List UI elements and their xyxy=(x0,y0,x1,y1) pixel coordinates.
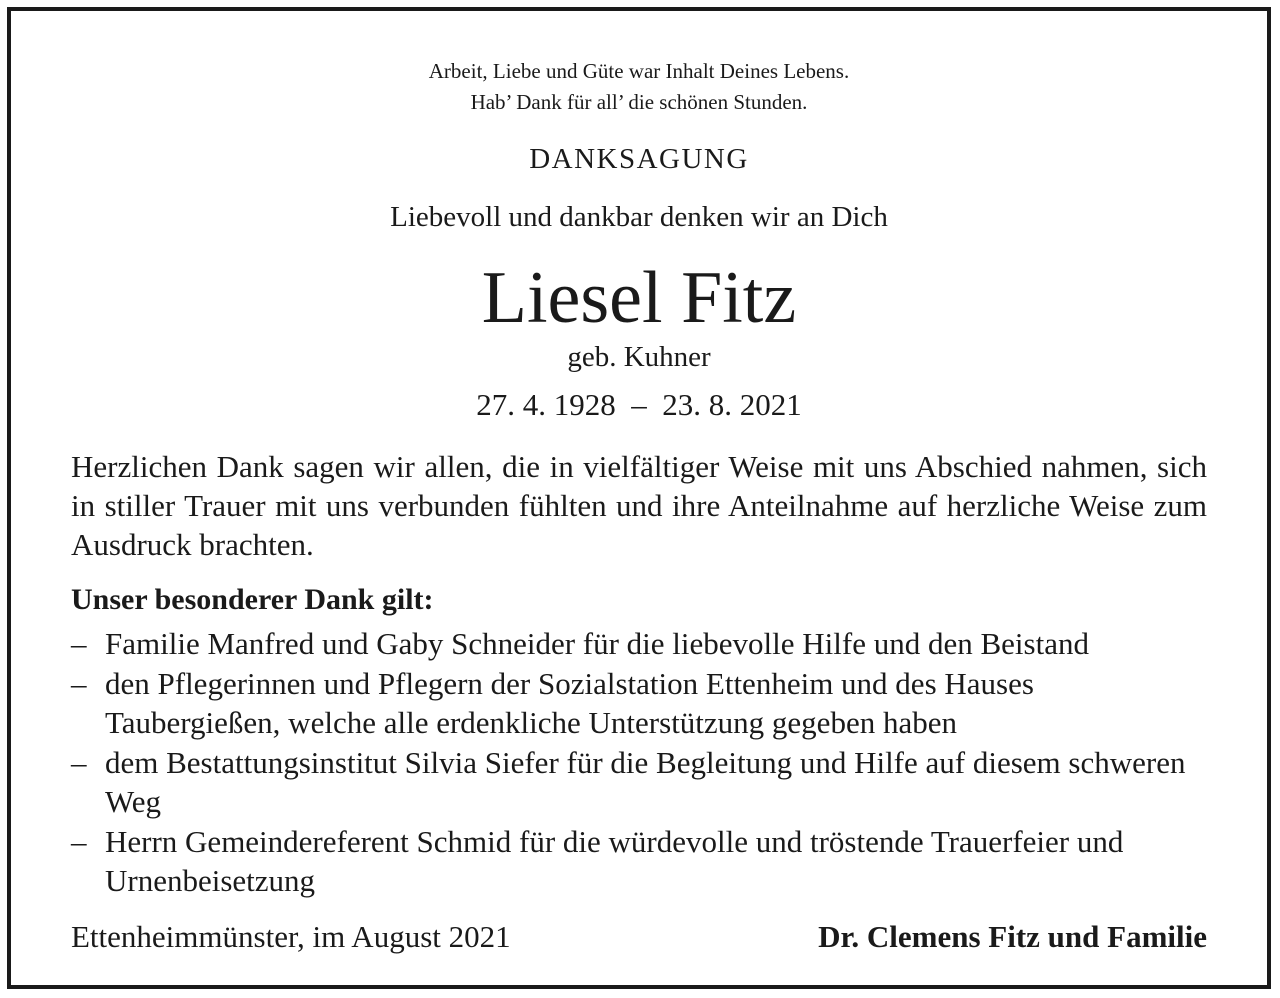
dash-bullet: – xyxy=(71,626,87,661)
dash-bullet: – xyxy=(71,666,87,701)
list-item xyxy=(71,822,1207,900)
intro-line: Liebevoll und dankbar denken wir an Dich xyxy=(390,201,888,233)
special-thanks-heading: Unser besonderer Dank gilt: xyxy=(71,583,434,616)
born-name: geb. Kuhner xyxy=(567,341,711,373)
list-item xyxy=(71,743,1207,821)
signature: Dr. Clemens Fitz und Familie xyxy=(818,919,1207,954)
list-item-text: dem Bestattungsinstitut Silvia Siefer für die Begleitung und Hilfe auf diesem schweren Weg xyxy=(105,745,1186,819)
special-thanks-list xyxy=(71,624,1207,901)
list-item-text: den Pflegerinnen und Pflegern der Sozialstation Ettenheim und des Hauses Taubergießen, welche alle erdenkliche Unterstützung gegeben haben xyxy=(105,666,1034,740)
notice-content xyxy=(71,11,1207,985)
list-item-text: Herrn Gemeindereferent Schmid für die würdevolle und tröstende Trauerfeier und Urnenbeisetzung xyxy=(105,824,1124,898)
dash-bullet: – xyxy=(71,745,87,780)
motto xyxy=(71,56,1207,118)
list-item xyxy=(71,664,1207,742)
life-dates: 27. 4. 1928 – 23. 8. 2021 xyxy=(476,387,802,422)
notice-heading: DANKSAGUNG xyxy=(529,143,749,175)
notice-frame xyxy=(7,7,1271,989)
list-item-text: Familie Manfred und Gaby Schneider für die liebevolle Hilfe und den Beistand xyxy=(105,626,1089,661)
deceased-name: Liesel Fitz xyxy=(481,257,797,339)
list-item xyxy=(71,624,1207,663)
thanks-paragraph: Herzlichen Dank sagen wir allen, die in vielfältiger Weise mit uns Abschied nahmen, sich in stiller Trauer mit uns verbunden fühlten und ihre Anteilnahme auf herzliche Weise zum Ausdruck brachten. xyxy=(71,449,1207,562)
motto-line-1: Arbeit, Liebe und Güte war Inhalt Deines Lebens. xyxy=(428,59,850,83)
dash-bullet: – xyxy=(71,824,87,859)
motto-line-2: Hab’ Dank für all’ die schönen Stunden. xyxy=(470,90,808,114)
place-and-date: Ettenheimmünster, im August 2021 xyxy=(71,919,511,954)
